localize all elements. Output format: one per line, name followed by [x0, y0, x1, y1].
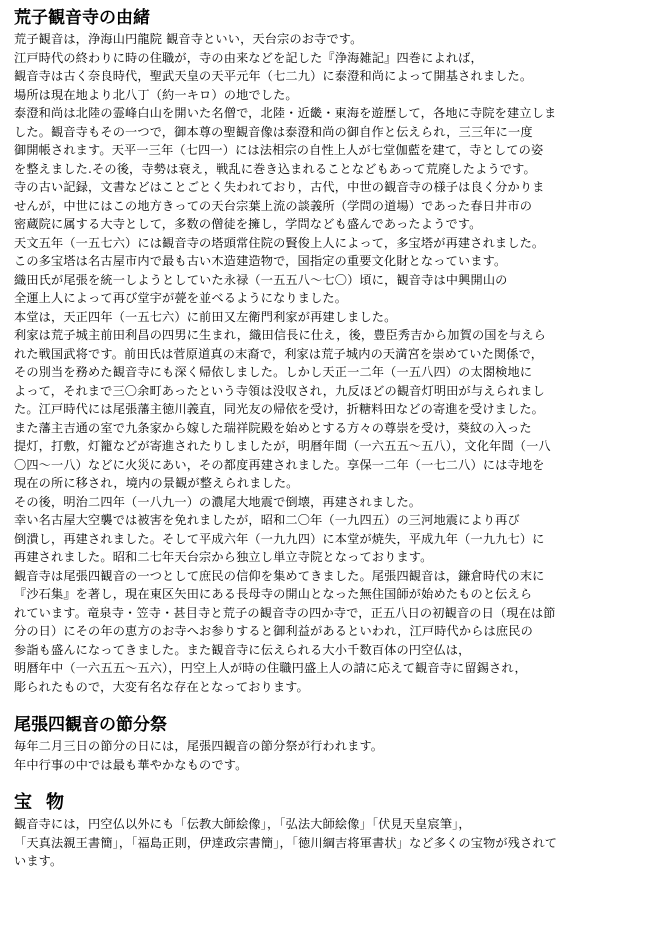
text-line: せんが，中世にはこの地方きっての天台宗葉上流の談義所（学問の道場）であった春日井市の	[14, 198, 533, 213]
document-page	[14, 6, 654, 871]
text-line: 〇四～一八）などに火災にあい，その都度再建されました。享保一二年（一七二八）には寺地を	[14, 457, 545, 472]
section-body-setsubun	[14, 737, 654, 774]
text-line: れています。竜泉寺・笠寺・甚目寺と荒子の観音寺の四か寺で，正五八日の初観音の日（現在は節	[14, 605, 556, 620]
text-line: 現在の所に移され，境内の景観が整えられました。	[14, 476, 299, 490]
text-line: した。観音寺もその一つで，御本尊の聖観音像は泰澄和尚の御自作と伝えられ，三三年に一度	[14, 124, 533, 139]
text-line: 観音寺は尾張四観音の一つとして庶民の信仰を集めてきました。尾張四観音は，鎌倉時代の末に	[14, 568, 545, 583]
text-line: 分の日）にその年の恵方のお寺へお参りすると御利益があるといわれ，江戸時代からは庶民の	[14, 624, 533, 638]
text-line: 提灯，打敷，灯籠などが寄進されたりしましたが，明暦年間（一六五五～五八），文化年間（一八	[14, 439, 551, 453]
section-title-setsubun: 尾張四観音の節分祭	[14, 715, 167, 735]
section-body-treasures	[14, 815, 654, 871]
text-line: た。江戸時代には尾張藩主徳川義直，同光友の帰依を受け，折糖料田などの寄進を受けました。	[14, 402, 545, 416]
spacer	[14, 696, 654, 710]
text-line: 毎年二月三日の節分の日には，尾張四観音の節分祭が行われます。	[14, 739, 384, 753]
text-line: よって，それまで三〇余町あったという寺領は没収され，九反ほどの観音灯明田が与えられまし	[14, 383, 545, 398]
text-line: 利家は荒子城主前田利昌の四男に生まれ，織田信長に仕え，後，豊臣秀吉から加賀の国を与えら	[14, 328, 546, 342]
section-origin	[14, 6, 654, 696]
text-line: この多宝塔は名古屋市内で最も古い木造建造物で，国指定の重要文化財となっています。	[14, 254, 507, 268]
section-title-origin: 荒子観音寺の由緒	[14, 8, 150, 28]
text-line: 倒潰し，再建されました。そして平成六年（一九九四）に本堂が焼失，平成九年（一九九七）に	[14, 531, 545, 546]
text-line: 本堂は，天正四年（一五七六）に前田又左衛門利家が再建しました。	[14, 309, 397, 324]
text-line: 江戸時代の終わりに時の住職が，寺の由来などを記した『浄海雑記』四巻によれば，	[14, 50, 483, 65]
text-line: その別当を務めた観音寺にも深く帰依しました。しかし天正一二年（一五八四）の太閤検地に	[14, 365, 533, 379]
section-title-treasures: 宝物	[14, 792, 78, 813]
text-line: 年中行事の中では最も華やかなものです。	[14, 757, 248, 772]
text-line: 荒子観音は，浄海山円龍院 観音寺といい，天台宗のお寺です。	[14, 32, 363, 46]
section-treasures	[14, 791, 654, 871]
text-line: 織田氏が尾張を統一しようとしていた永禄（一五五八～七〇）頃に，観音寺は中興開山の	[14, 272, 508, 287]
text-line: 再建されました。昭和二七年天台宗から独立し単立寺院となっております。	[14, 550, 433, 564]
text-line: 参詣も盛んになってきました。また観音寺に伝えられる大小千数百体の円空仏は，	[14, 642, 471, 657]
section-body-origin	[14, 30, 654, 696]
text-line: 密蔵院に属する大寺として，多数の僧徒を擁し，学問なども盛んであったようです。	[14, 217, 482, 231]
text-line: 幸い名古屋大空襲では被害を免れましたが，昭和二〇年（一九四五）の三河地震により再び	[14, 513, 520, 527]
text-line: 観音寺は古く奈良時代，聖武天皇の天平元年（七二九）に泰澄和尚によって開基されました。	[14, 69, 533, 83]
text-line: また藩主吉通の室で九条家から嫁した瑞祥院殿を始めとする方々の尊崇を受け，葵紋の入った	[14, 420, 532, 435]
text-line: 全運上人によって再び堂宇が甍を並べるようになりました。	[14, 291, 348, 305]
text-line: 観音寺には，円空仏以外にも「伝教大師絵像」，「弘法大師絵像」「伏見天皇宸筆」，	[14, 817, 471, 831]
text-line: います。	[14, 854, 63, 868]
text-line: 場所は現在地より北八丁（約一キロ）の地でした。	[14, 87, 298, 102]
text-line: 御開帳されます。天平一三年（七四一）には法相宗の自性上人が七堂伽藍を建て，寺としての姿	[14, 143, 544, 157]
text-line: 彫られたもので，大変有名な存在となっております。	[14, 679, 309, 694]
text-line: その後，明治二四年（一八九一）の濃尾大地震で倒壊，再建されました。	[14, 494, 422, 509]
text-line: を整えました.その後，寺勢は衰え，戦乱に巻き込まれることなどもあって荒廃したようです。	[14, 161, 536, 176]
text-line: れた戦国武将です。前田氏は菅原道真の末裔で，利家は荒子城内の天満宮を崇めていた関係で，	[14, 346, 544, 361]
text-line: 「天真法親王書簡」，「福島正則，伊達政宗書簡」，「徳川綱吉将軍書状」など多くの宝物が残されて	[14, 835, 558, 850]
text-line: 『沙石集』を著し，現在東区矢田にある長母寺の開山となった無住国師が始めたものと伝えら	[14, 587, 533, 601]
text-line: 明暦年中（一六五五～五六），円空上人が時の住職円盛上人の請に応えて観音寺に留錫され，	[14, 661, 527, 675]
text-line: 天文五年（一五七六）には観音寺の塔頭常住院の賢俊上人によって，多宝塔が再建されました。	[14, 235, 545, 250]
section-setsubun	[14, 713, 654, 774]
spacer	[14, 774, 654, 791]
text-line: 寺の古い記録，文書などはことごとく失われており，古代，中世の観音寺の様子は良く分かりま	[14, 180, 545, 194]
text-line: 泰澄和尚は北陸の霊峰白山を開いた名僧で，北陸・近畿・東海を遊歴して，各地に寺院を建立しま	[14, 106, 557, 120]
